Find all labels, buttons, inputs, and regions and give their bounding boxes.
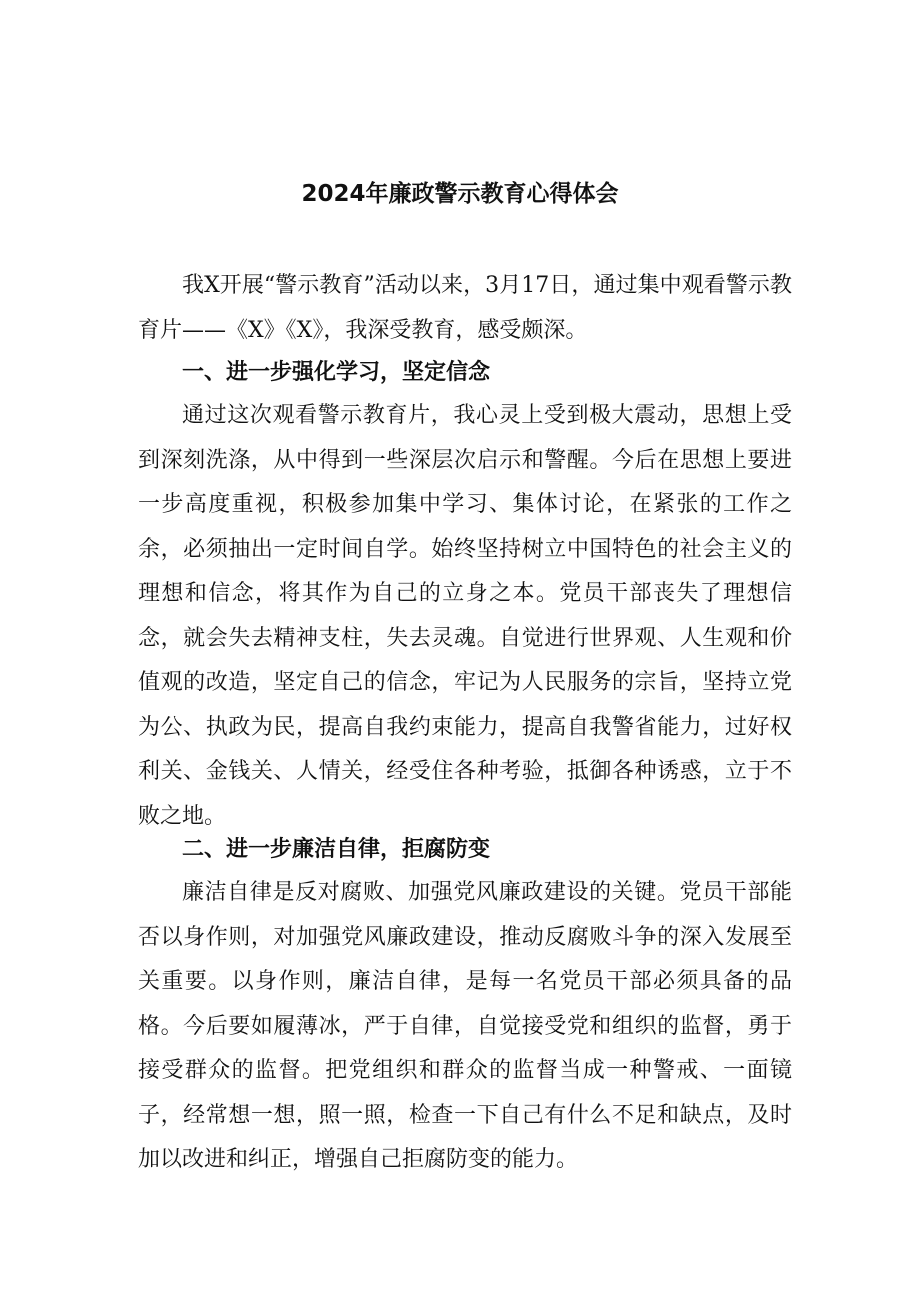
intro-paragraph: 我X开展“警示教育”活动以来，3月17日，通过集中观看警示教育片——《X》《X》，我深受教育，感受颇深。: [138, 273, 792, 343]
section-heading-2: 二、进一步廉洁自律，拒腐防变: [182, 837, 491, 862]
document-title: 2024年廉政警示教育心得体会: [301, 181, 619, 207]
section-paragraph-2: 廉洁自律是反对腐败、加强党风廉政建设的关键。党员干部能否以身作则，对加强党风廉政建设，推动反腐败斗争的深入发展至关重要。以身作则，廉洁自律，是每一名党员干部必须具备的品格。今后要如履薄冰，严于自律，自觉接受党和组织的监督，勇于接受群众的监督。把党组织和群众的监督当成一种警戒、一面镜子，经常想一想，照一照，检查一下自己有什么不足和缺点，及时加以改进和纠正，增强自己拒腐防变的能力。: [138, 880, 792, 1172]
section-paragraph-1: 通过这次观看警示教育片，我心灵上受到极大震动，思想上受到深刻洗涤，从中得到一些深层次启示和警醒。今后在思想上要进一步高度重视，积极参加集中学习、集体讨论，在紧张的工作之余，必须抽出一定时间自学。始终坚持树立中国特色的社会主义的理想和信念，将其作为自己的立身之本。党员干部丧失了理想信念，就会失去精神支柱，失去灵魂。自觉进行世界观、人生观和价值观的改造，坚定自己的信念，牢记为人民服务的宗旨，坚持立党为公、执政为民，提高自我约束能力，提高自我警省能力，过好权利关、金钱关、人情关，经受住各种考验，抵御各种诱惑，立于不败之地。: [138, 403, 792, 829]
section-heading-1: 一、进一步强化学习，坚定信念: [182, 360, 491, 385]
